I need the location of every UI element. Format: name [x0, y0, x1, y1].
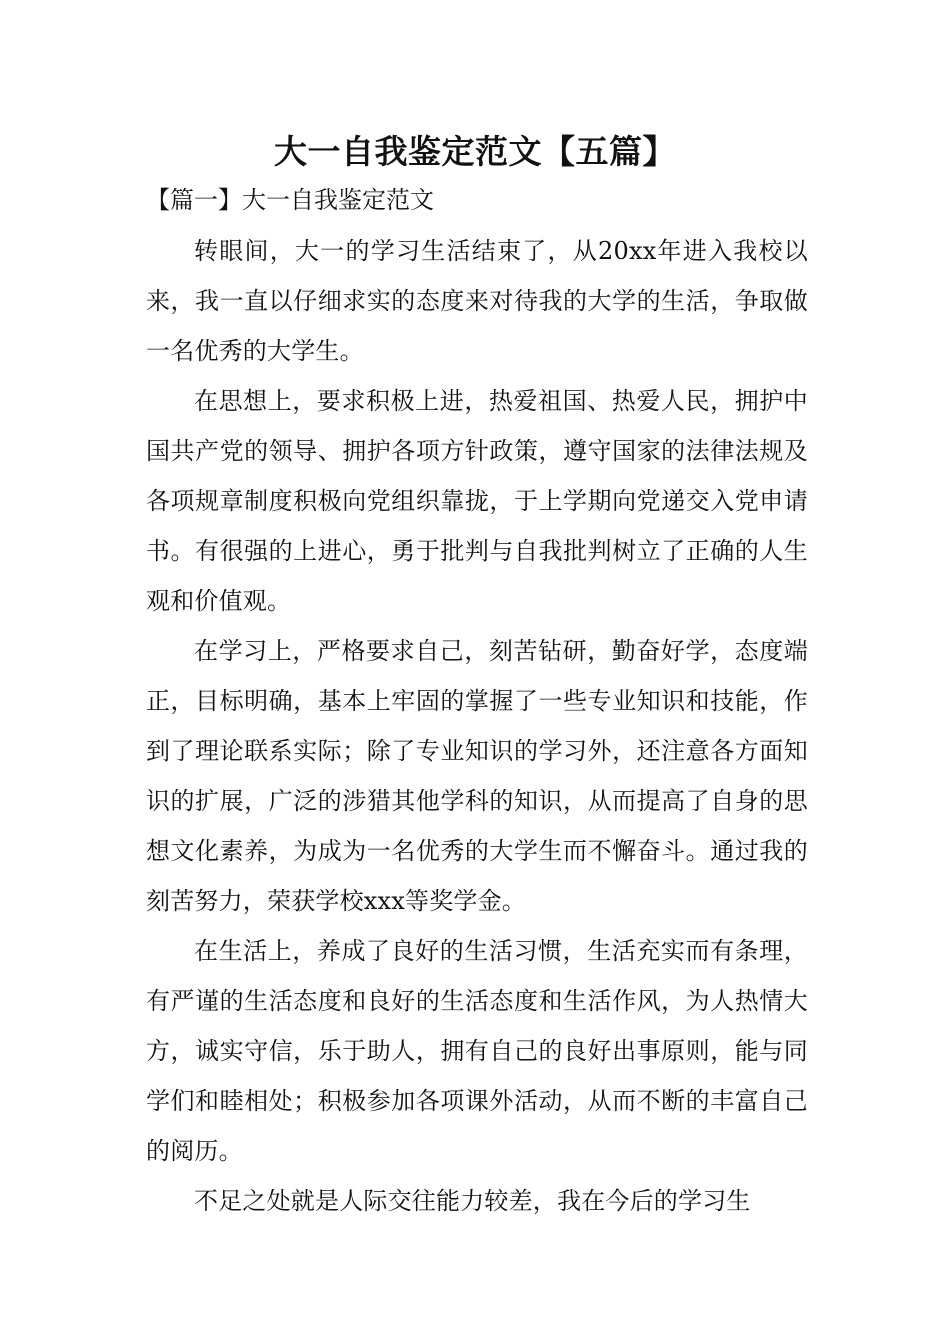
paragraph-intro: 转眼间，大一的学习生活结束了，从20xx年进入我校以来，我一直以仔细求实的态度来对待我的大学的生活，争取做一名优秀的大学生。 [146, 237, 808, 365]
paragraph-life: 在生活上，养成了良好的生活习惯，生活充实而有条理，有严谨的生活态度和良好的生活态度和生活作风，为人热情大方，诚实守信，乐于助人，拥有自己的良好出事原则，能与同学们和睦相处；积极参加各项课外活动，从而不断的丰富自己的阅历。 [146, 937, 808, 1165]
section-heading: 【篇一】大一自我鉴定范文 [146, 186, 434, 214]
document-title: 大一自我鉴定范文【五篇】 [274, 132, 676, 171]
paragraph-shortcomings: 不足之处就是人际交往能力较差，我在今后的学习生 [194, 1187, 751, 1215]
paragraph-study: 在学习上，严格要求自己，刻苦钻研，勤奋好学，态度端正，目标明确，基本上牢固的掌握了一些专业知识和技能，作到了理论联系实际；除了专业知识的学习外，还注意各方面知识的扩展，广泛的涉猎其他学科的知识，从而提高了自身的思想文化素养，为成为一名优秀的大学生而不懈奋斗。通过我的刻苦努力，荣获学校xxx等奖学金。 [146, 637, 808, 915]
document-body [146, 226, 808, 1226]
paragraph-thought: 在思想上，要求积极上进，热爱祖国、热爱人民，拥护中国共产党的领导、拥护各项方针政策，遵守国家的法律法规及各项规章制度积极向党组织靠拢，于上学期向党递交入党申请书。有很强的上进心，勇于批判与自我批判树立了正确的人生观和价值观。 [146, 387, 808, 615]
